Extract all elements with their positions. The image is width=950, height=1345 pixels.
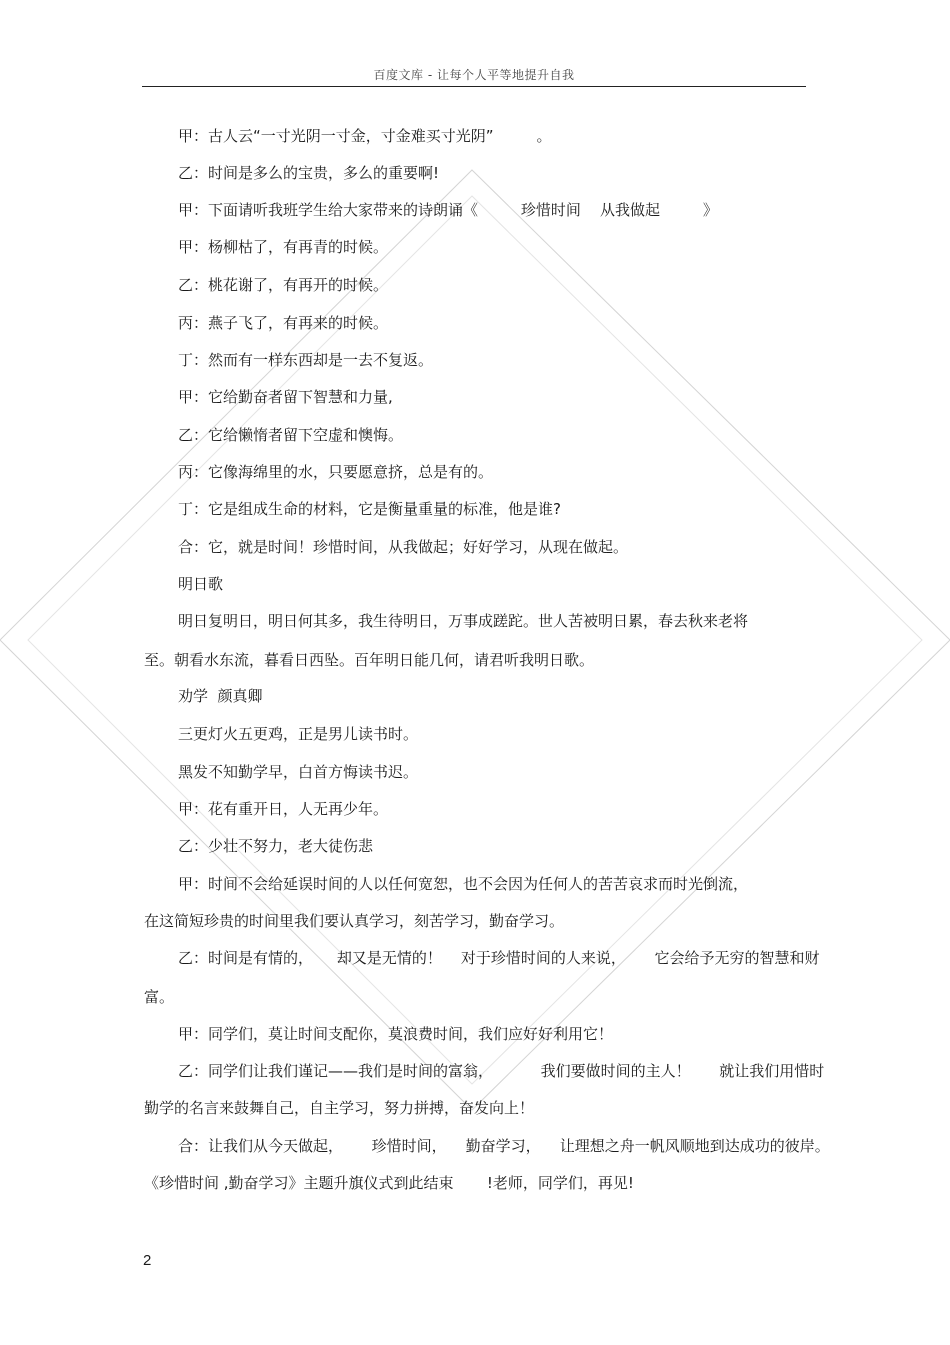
- dialogue-line: 甲：下面请听我班学生给大家带来的诗朗诵《 珍惜时间 从我做起 》: [178, 201, 718, 219]
- dialogue-line: 勤学的名言来鼓舞自己，自主学习，努力拼搏，奋发向上！: [144, 1099, 535, 1117]
- dialogue-line: 丙：它像海绵里的水，只要愿意挤，总是有的。: [178, 463, 494, 481]
- dialogue-line: 乙：少壮不努力，老大徒伤悲: [178, 837, 374, 855]
- dialogue-line: 甲：花有重开日，人无再少年。: [178, 800, 389, 818]
- dialogue-line: 乙：同学们让我们谨记——我们是时间的富翁， 我们要做时间的主人！ 就让我们用惜时: [178, 1062, 825, 1080]
- poem-line: 黑发不知勤学早，白首方悔读书迟。: [178, 763, 419, 781]
- dialogue-line: 甲：同学们，莫让时间支配你，莫浪费时间，我们应好好利用它！: [178, 1025, 614, 1043]
- dialogue-line: 丙：燕子飞了，有再来的时候。: [178, 314, 389, 332]
- poem-title: 明日歌: [178, 575, 224, 593]
- dialogue-line: 合：让我们从今天做起， 珍惜时间， 勤奋学习， 让理想之舟一帆风顺地到达成功的彼岸。: [178, 1137, 830, 1155]
- dialogue-line: 甲：古人云“一寸光阴一寸金，寸金难买寸光阴” 。: [178, 127, 552, 145]
- poem-line: 明日复明日，明日何其多，我生待明日，万事成蹉跎。世人苦被明日累，春去秋来老将: [178, 612, 749, 630]
- closing-line: 《珍惜时间 ,勤奋学习》主题升旗仪式到此结束 !老师，同学们，再见!: [144, 1174, 634, 1192]
- dialogue-line: 乙：时间是有情的， 却又是无情的！ 对于珍惜时间的人来说， 它会给予无穷的智慧和财: [178, 949, 820, 967]
- dialogue-line: 合：它，就是时间！珍惜时间，从我做起；好好学习，从现在做起。: [178, 538, 629, 556]
- dialogue-line: 甲：杨柳枯了，有再青的时候。: [178, 238, 389, 256]
- poem-line: 至。朝看水东流，暮看日西坠。百年明日能几何，请君听我明日歌。: [144, 651, 595, 669]
- page-number: 2: [143, 1252, 152, 1269]
- dialogue-line: 富。: [144, 988, 175, 1006]
- dialogue-line: 甲：时间不会给延误时间的人以任何宽恕，也不会因为任何人的苦苦哀求而时光倒流，: [178, 875, 749, 893]
- header-divider: [142, 86, 806, 87]
- poem-line: 三更灯火五更鸡，正是男儿读书时。: [178, 725, 419, 743]
- dialogue-line: 丁：然而有一样东西却是一去不复返。: [178, 351, 434, 369]
- page-header: 百度文库 - 让每个人平等地提升自我: [373, 68, 575, 82]
- dialogue-line: 在这简短珍贵的时间里我们要认真学习，刻苦学习，勤奋学习。: [144, 912, 565, 930]
- dialogue-line: 乙：时间是多么的宝贵，多么的重要啊!: [178, 164, 440, 182]
- dialogue-line: 乙：它给懒惰者留下空虚和懊悔。: [178, 426, 404, 444]
- dialogue-line: 丁：它是组成生命的材料，它是衡量重量的标准，他是谁?: [178, 500, 561, 518]
- poem-title: 劝学 颜真卿: [178, 687, 263, 705]
- dialogue-line: 乙：桃花谢了，有再开的时候。: [178, 276, 389, 294]
- dialogue-line: 甲：它给勤奋者留下智慧和力量,: [178, 388, 393, 406]
